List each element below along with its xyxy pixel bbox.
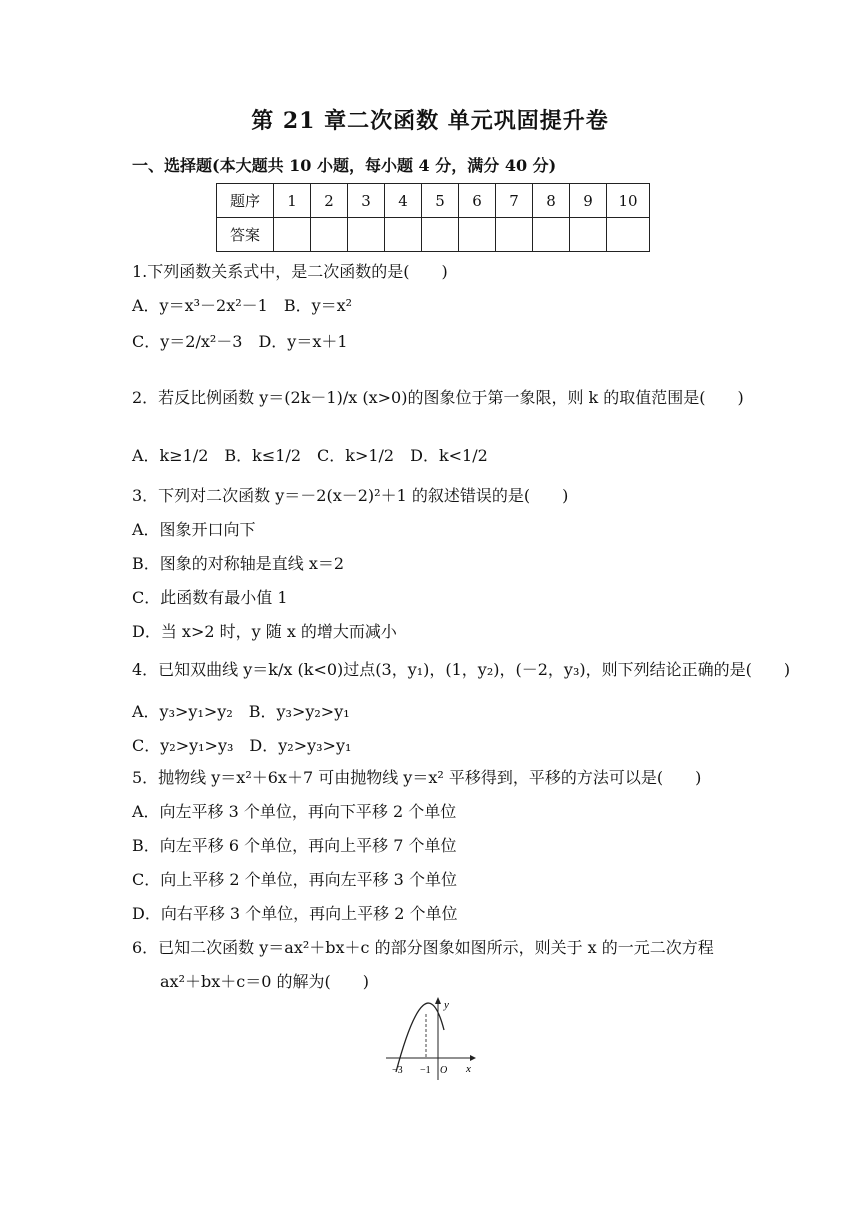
question-3-option-a: A．图象开口向下 <box>132 520 256 539</box>
answer-cell[interactable] <box>459 218 496 252</box>
table-row <box>217 184 650 218</box>
answer-table <box>216 183 650 252</box>
answer-cell[interactable] <box>348 218 385 252</box>
section-heading: 一、选择题(本大题共 10 小题，每小题 4 分，满分 40 分) <box>132 156 557 175</box>
page-title: 第 21 章二次函数 单元巩固提升卷 <box>251 108 609 134</box>
question-4-options-ab: A．y₃>y₁>y₂ B．y₃>y₂>y₁ <box>132 702 350 721</box>
table-cell: 6 <box>459 184 496 218</box>
table-header-answer: 答案 <box>217 218 274 252</box>
table-cell: 8 <box>533 184 570 218</box>
question-1-options-ab: A．y＝x³－2x²－1 B．y＝x² <box>132 296 353 315</box>
answer-cell[interactable] <box>422 218 459 252</box>
table-cell: 9 <box>570 184 607 218</box>
table-cell: 2 <box>311 184 348 218</box>
answer-cell[interactable] <box>385 218 422 252</box>
answer-cell[interactable] <box>533 218 570 252</box>
x-axis-label: x <box>466 1063 471 1075</box>
table-cell: 3 <box>348 184 385 218</box>
answer-cell[interactable] <box>607 218 650 252</box>
question-5-option-b: B．向左平移 6 个单位，再向上平移 7 个单位 <box>132 836 457 855</box>
answer-cell[interactable] <box>496 218 533 252</box>
question-1-stem: 1.下列函数关系式中，是二次函数的是( ) <box>132 262 448 281</box>
question-3-option-c: C．此函数有最小值 1 <box>132 588 288 607</box>
question-5-stem: 5．抛物线 y＝x²＋6x＋7 可由抛物线 y＝x² 平移得到，平移的方法可以是( ) <box>132 768 702 787</box>
table-cell: 4 <box>385 184 422 218</box>
parabola-graph <box>380 996 480 1084</box>
table-cell: 10 <box>607 184 650 218</box>
table-cell: 7 <box>496 184 533 218</box>
parabola-curve <box>396 1003 444 1072</box>
question-1-options-cd: C．y＝2/x²－3 D．y＝x＋1 <box>132 332 348 351</box>
table-cell: 5 <box>422 184 459 218</box>
table-cell: 1 <box>274 184 311 218</box>
question-5-option-c: C．向上平移 2 个单位，再向左平移 3 个单位 <box>132 870 457 889</box>
tick-label-neg3: −3 <box>392 1065 403 1076</box>
question-3-stem: 3．下列对二次函数 y＝－2(x－2)²＋1 的叙述错误的是( ) <box>132 486 569 505</box>
tick-label-neg1: −1 <box>420 1065 431 1076</box>
question-2-stem: 2．若反比例函数 y＝(2k－1)/x (x>0)的图象位于第一象限，则 k 的取值范围是( ) <box>132 388 744 407</box>
question-6-stem: 6．已知二次函数 y＝ax²＋bx＋c 的部分图象如图所示，则关于 x 的一元二次方程 <box>132 938 714 957</box>
answer-cell[interactable] <box>311 218 348 252</box>
question-2-options: A．k≥1/2 B．k≤1/2 C．k>1/2 D．k<1/2 <box>132 446 488 465</box>
answer-cell[interactable] <box>274 218 311 252</box>
question-5-option-d: D．向右平移 3 个单位，再向上平移 2 个单位 <box>132 904 458 923</box>
question-4-options-cd: C．y₂>y₁>y₃ D．y₂>y₃>y₁ <box>132 736 352 755</box>
question-6-stem-cont: ax²＋bx＋c＝0 的解为( ) <box>160 972 369 991</box>
y-axis-arrow <box>435 997 441 1004</box>
origin-label: O <box>440 1065 448 1076</box>
answer-cell[interactable] <box>570 218 607 252</box>
x-axis-arrow <box>470 1055 476 1061</box>
y-axis-label: y <box>444 999 449 1011</box>
question-3-option-b: B．图象的对称轴是直线 x＝2 <box>132 554 345 573</box>
question-3-option-d: D．当 x>2 时，y 随 x 的增大而减小 <box>132 622 397 641</box>
table-row <box>217 218 650 252</box>
table-header-number: 题序 <box>217 184 274 218</box>
question-5-option-a: A．向左平移 3 个单位，再向下平移 2 个单位 <box>132 802 457 821</box>
question-4-stem: 4．已知双曲线 y＝k/x (k<0)过点(3，y₁)，(1，y₂)，(－2，y₃)，则下列结论正确的是( ) <box>132 660 791 679</box>
